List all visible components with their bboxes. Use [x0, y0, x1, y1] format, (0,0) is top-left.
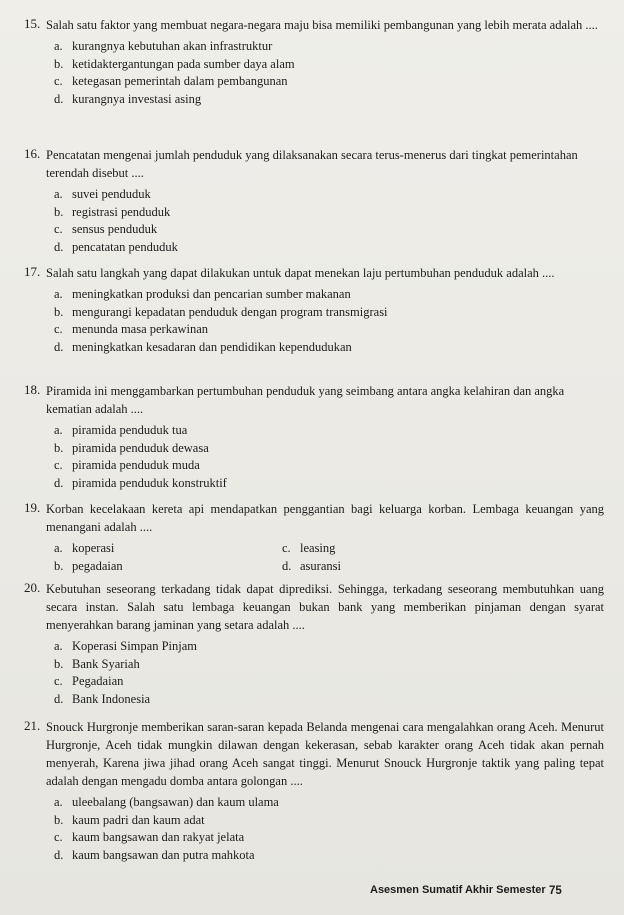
option-b: b. kaum padri dan kaum adat: [54, 812, 205, 827]
question-15: [24, 16, 604, 108]
option-a: a. kurangnya kebutuhan akan infrastruktur: [54, 39, 273, 53]
option-c: c. menunda masa perkawinan: [54, 322, 209, 336]
option-a: a. Koperasi Simpan Pinjam: [54, 639, 197, 653]
question-text: Korban kecelakaan kereta api mendapatkan penggantian bagi keluarga korban. Lembaga keuangan yang menangani adalah ....: [46, 502, 604, 534]
question-text: Salah satu faktor yang membuat negara-negara maju bisa memiliki pembangunan yang lebih merata adalah ....: [46, 18, 598, 32]
option-d: d. meningkatkan kesadaran dan pendidikan kependudukan: [54, 339, 352, 354]
option-d: d. Bank Indonesia: [54, 691, 151, 706]
question-number: 19.: [24, 500, 41, 515]
question-text: Piramida ini menggambarkan pertumbuhan penduduk yang seimbang antara angka kelahiran dan angka kematian adalah ....: [46, 384, 565, 416]
question-21: [24, 718, 604, 864]
question-text: Salah satu langkah yang dapat dilakukan untuk dapat menekan laju pertumbuhan penduduk adalah ....: [46, 266, 555, 280]
question-number: 16.: [24, 146, 41, 161]
option-d: d. asuransi: [282, 559, 341, 573]
question-number: 17.: [24, 264, 41, 279]
question-text: Kebutuhan seseorang terkadang tidak dapat diprediksi. Sehingga, terkadang seseorang membutuhkan uang secara instan. Salah satu lembaga keuangan bukan bank yang memberikan pinjaman dengan syarat menyerahkan barang jaminan yang setara adalah ....: [46, 582, 604, 632]
question-number: 21.: [24, 718, 41, 733]
question-16: [24, 146, 604, 256]
question-text: Pencatatan mengenai jumlah penduduk yang dilaksanakan secara terus-menerus dari tingkat pemerintahan terendah disebut ....: [46, 148, 578, 180]
question-number: 15.: [24, 16, 41, 31]
option-a: a. suvei penduduk: [54, 187, 151, 201]
option-b: b. pegadaian: [54, 559, 123, 573]
option-a: a. piramida penduduk tua: [54, 423, 188, 437]
option-b: b. ketidaktergantungan pada sumber daya alam: [54, 56, 295, 71]
question-text: Snouck Hurgronje memberikan saran-saran kepada Belanda mengenai cara mengalahkan orang Aceh. Menurut Hurgronje, Aceh tidak mungkin dilawan dengan kekerasan, sebab karakter orang Aceh tidak akan pernah menyerah, Karena jiwa jihad orang Aceh sangat tinggi. Menurut Snouck Hurgronje taktik yang paling tepat adalah dengan mengadu domba antara golongan ....: [46, 720, 604, 788]
option-d: d. kaum bangsawan dan putra mahkota: [54, 847, 255, 862]
option-c: c. leasing: [282, 541, 336, 555]
question-17: [24, 264, 604, 356]
option-b: b. registrasi penduduk: [54, 204, 171, 219]
options-grid: [54, 540, 604, 576]
option-b: b. Bank Syariah: [54, 656, 140, 671]
option-b: b. mengurangi kepadatan penduduk dengan program transmigrasi: [54, 304, 388, 319]
page-number: 75: [549, 885, 562, 897]
question-18: [24, 382, 604, 492]
option-c: c. ketegasan pemerintah dalam pembangunan: [54, 74, 288, 88]
question-20: [24, 580, 604, 708]
question-number: 20.: [24, 580, 41, 595]
option-d: d. pencatatan penduduk: [54, 239, 178, 254]
option-d: d. kurangnya investasi asing: [54, 91, 202, 106]
option-a: a. meningkatkan produksi dan pencarian sumber makanan: [54, 287, 351, 301]
option-a: a. uleebalang (bangsawan) dan kaum ulama: [54, 795, 279, 809]
option-c: c. sensus penduduk: [54, 222, 158, 236]
option-d: d. piramida penduduk konstruktif: [54, 475, 227, 490]
option-c: c. kaum bangsawan dan rakyat jelata: [54, 830, 245, 844]
option-c: c. piramida penduduk muda: [54, 458, 200, 472]
question-19: [24, 500, 604, 576]
option-c: c. Pegadaian: [54, 674, 124, 688]
footer-label: Asesmen Sumatif Akhir Semester: [370, 884, 546, 896]
question-number: 18.: [24, 382, 41, 397]
option-b: b. piramida penduduk dewasa: [54, 440, 209, 455]
option-a: a. koperasi: [54, 541, 115, 555]
